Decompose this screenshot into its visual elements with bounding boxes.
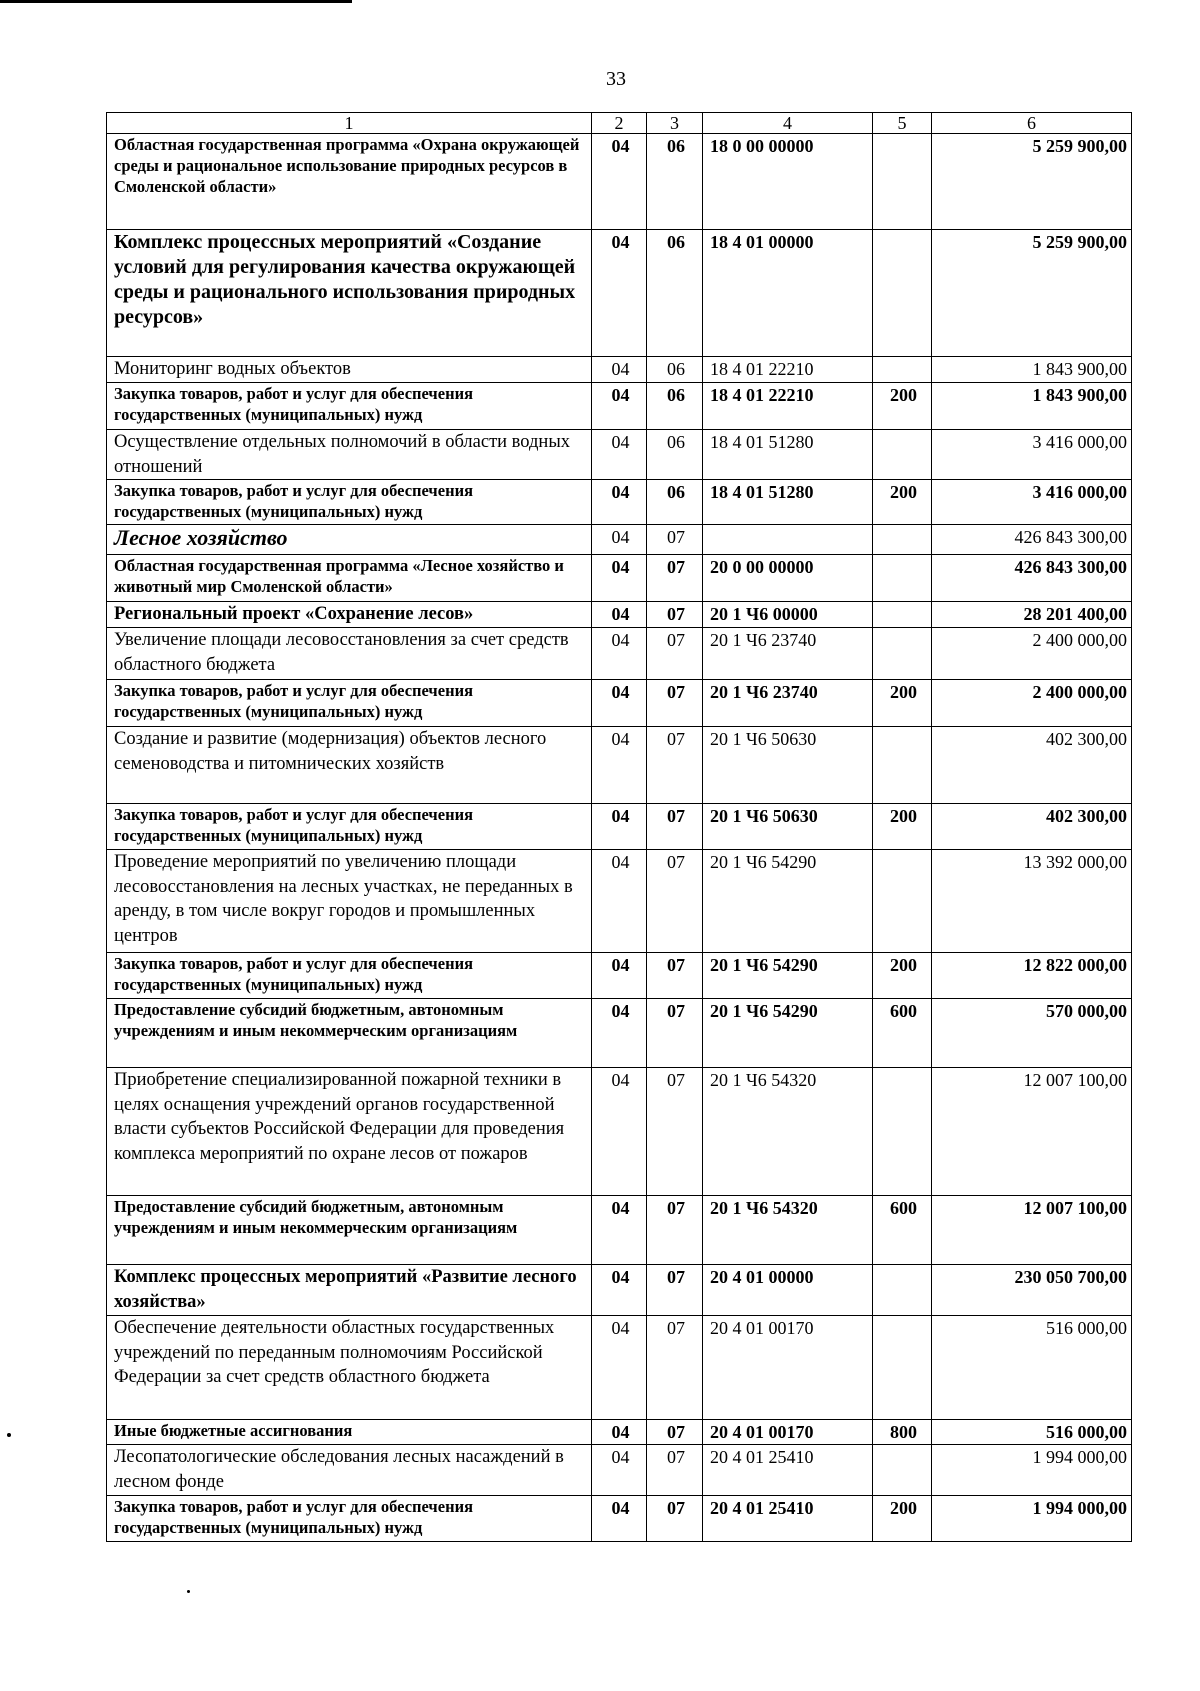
row-expense: 600 xyxy=(873,1196,932,1265)
row-expense xyxy=(873,430,932,480)
row-target: 20 1 Ч6 54290 xyxy=(703,953,873,999)
row-name: Закупка товаров, работ и услуг для обеспечения государственных (муниципальных) нужд xyxy=(107,804,592,850)
row-amount: 516 000,00 xyxy=(932,1420,1132,1445)
row-subsection: 07 xyxy=(647,727,703,804)
table-row xyxy=(107,357,1132,383)
row-amount: 402 300,00 xyxy=(932,727,1132,804)
row-expense xyxy=(873,230,932,357)
row-name: Комплекс процессных мероприятий «Создание условий для регулирования качества окружающей среды и рационального использования природных ресурсов» xyxy=(107,230,592,357)
row-name: Иные бюджетные ассигнования xyxy=(107,1420,592,1445)
table-row xyxy=(107,850,1132,953)
row-name: Увеличение площади лесовосстановления за счет средств областного бюджета xyxy=(107,628,592,680)
row-amount: 3 416 000,00 xyxy=(932,430,1132,480)
row-name: Лесопатологические обследования лесных насаждений в лесном фонде xyxy=(107,1445,592,1496)
budget-table xyxy=(106,112,1132,1542)
row-section: 04 xyxy=(592,357,647,383)
row-target: 20 1 Ч6 54290 xyxy=(703,850,873,953)
table-row xyxy=(107,430,1132,480)
page-number: 33 xyxy=(606,68,626,90)
row-section: 04 xyxy=(592,999,647,1068)
row-subsection: 07 xyxy=(647,628,703,680)
row-expense: 600 xyxy=(873,999,932,1068)
row-amount: 1 843 900,00 xyxy=(932,383,1132,430)
header-col-6: 6 xyxy=(932,113,1132,134)
row-expense xyxy=(873,628,932,680)
row-target: 18 0 00 00000 xyxy=(703,134,873,230)
table-row xyxy=(107,1265,1132,1316)
row-target: 18 4 01 00000 xyxy=(703,230,873,357)
row-subsection: 07 xyxy=(647,953,703,999)
table-row xyxy=(107,804,1132,850)
row-section: 04 xyxy=(592,134,647,230)
row-target: 18 4 01 22210 xyxy=(703,357,873,383)
row-expense xyxy=(873,525,932,555)
row-amount: 426 843 300,00 xyxy=(932,525,1132,555)
row-target: 20 1 Ч6 54320 xyxy=(703,1196,873,1265)
row-section: 04 xyxy=(592,953,647,999)
row-subsection: 06 xyxy=(647,357,703,383)
row-section: 04 xyxy=(592,230,647,357)
row-amount: 230 050 700,00 xyxy=(932,1265,1132,1316)
row-amount: 2 400 000,00 xyxy=(932,628,1132,680)
row-amount: 402 300,00 xyxy=(932,804,1132,850)
row-expense xyxy=(873,134,932,230)
row-section: 04 xyxy=(592,628,647,680)
row-subsection: 07 xyxy=(647,1316,703,1420)
top-rule xyxy=(0,0,352,3)
row-expense xyxy=(873,1445,932,1496)
row-section: 04 xyxy=(592,1196,647,1265)
row-section: 04 xyxy=(592,383,647,430)
row-name: Закупка товаров, работ и услуг для обеспечения государственных (муниципальных) нужд xyxy=(107,1496,592,1542)
row-amount: 5 259 900,00 xyxy=(932,230,1132,357)
row-expense xyxy=(873,1316,932,1420)
table-row xyxy=(107,1068,1132,1196)
row-name: Закупка товаров, работ и услуг для обеспечения государственных (муниципальных) нужд xyxy=(107,953,592,999)
table-row xyxy=(107,383,1132,430)
row-name: Закупка товаров, работ и услуг для обеспечения государственных (муниципальных) нужд xyxy=(107,383,592,430)
row-amount: 3 416 000,00 xyxy=(932,480,1132,525)
row-section: 04 xyxy=(592,850,647,953)
row-name: Областная государственная программа «Охрана окружающей среды и рациональное использование природных ресурсов в Смоленской области» xyxy=(107,134,592,230)
row-section: 04 xyxy=(592,804,647,850)
row-target: 20 4 01 00170 xyxy=(703,1420,873,1445)
row-amount: 570 000,00 xyxy=(932,999,1132,1068)
row-name: Создание и развитие (модернизация) объектов лесного семеноводства и питомнических хозяйств xyxy=(107,727,592,804)
row-section: 04 xyxy=(592,727,647,804)
row-subsection: 07 xyxy=(647,525,703,555)
row-section: 04 xyxy=(592,480,647,525)
table-row xyxy=(107,1420,1132,1445)
table-row xyxy=(107,134,1132,230)
row-section: 04 xyxy=(592,555,647,602)
row-subsection: 07 xyxy=(647,1196,703,1265)
row-amount: 1 994 000,00 xyxy=(932,1496,1132,1542)
row-target: 18 4 01 22210 xyxy=(703,383,873,430)
row-subsection: 07 xyxy=(647,850,703,953)
row-subsection: 06 xyxy=(647,383,703,430)
row-target: 20 1 Ч6 54290 xyxy=(703,999,873,1068)
row-name: Комплекс процессных мероприятий «Развитие лесного хозяйства» xyxy=(107,1265,592,1316)
header-row xyxy=(107,113,1132,134)
table-row xyxy=(107,628,1132,680)
row-expense xyxy=(873,850,932,953)
table-row xyxy=(107,1196,1132,1265)
row-amount: 426 843 300,00 xyxy=(932,555,1132,602)
table-row xyxy=(107,727,1132,804)
row-subsection: 07 xyxy=(647,1445,703,1496)
row-subsection: 07 xyxy=(647,1420,703,1445)
table-row xyxy=(107,1496,1132,1542)
row-subsection: 07 xyxy=(647,680,703,727)
table-row xyxy=(107,480,1132,525)
row-amount: 28 201 400,00 xyxy=(932,602,1132,628)
row-target: 20 1 Ч6 50630 xyxy=(703,727,873,804)
row-target: 20 1 Ч6 50630 xyxy=(703,804,873,850)
row-amount: 5 259 900,00 xyxy=(932,134,1132,230)
row-subsection: 07 xyxy=(647,1068,703,1196)
row-name: Закупка товаров, работ и услуг для обеспечения государственных (муниципальных) нужд xyxy=(107,480,592,525)
row-amount: 13 392 000,00 xyxy=(932,850,1132,953)
row-expense xyxy=(873,602,932,628)
header-col-3: 3 xyxy=(647,113,703,134)
row-expense: 200 xyxy=(873,480,932,525)
row-target: 20 4 01 25410 xyxy=(703,1445,873,1496)
row-subsection: 07 xyxy=(647,555,703,602)
table-row xyxy=(107,602,1132,628)
row-target: 20 0 00 00000 xyxy=(703,555,873,602)
row-name: Обеспечение деятельности областных государственных учреждений по переданным полномочиям Российской Федерации за счет средств областного бюджета xyxy=(107,1316,592,1420)
row-subsection: 06 xyxy=(647,230,703,357)
row-subsection: 07 xyxy=(647,1496,703,1542)
row-subsection: 06 xyxy=(647,480,703,525)
row-subsection: 06 xyxy=(647,430,703,480)
table-row xyxy=(107,999,1132,1068)
row-target: 20 1 Ч6 00000 xyxy=(703,602,873,628)
row-amount: 2 400 000,00 xyxy=(932,680,1132,727)
row-section: 04 xyxy=(592,1445,647,1496)
row-expense: 200 xyxy=(873,1496,932,1542)
row-target: 20 1 Ч6 23740 xyxy=(703,680,873,727)
row-target: 20 4 01 00170 xyxy=(703,1316,873,1420)
scan-speck xyxy=(7,1433,11,1437)
row-amount: 516 000,00 xyxy=(932,1316,1132,1420)
row-name: Проведение мероприятий по увеличению площади лесовосстановления на лесных участках, не переданных в аренду, в том числе вокруг городов и промышленных центров xyxy=(107,850,592,953)
row-expense: 200 xyxy=(873,383,932,430)
row-subsection: 07 xyxy=(647,602,703,628)
row-target: 18 4 01 51280 xyxy=(703,480,873,525)
row-expense: 200 xyxy=(873,953,932,999)
row-name: Областная государственная программа «Лесное хозяйство и животный мир Смоленской области» xyxy=(107,555,592,602)
row-subsection: 06 xyxy=(647,134,703,230)
row-amount: 12 822 000,00 xyxy=(932,953,1132,999)
row-section: 04 xyxy=(592,1420,647,1445)
row-expense: 800 xyxy=(873,1420,932,1445)
row-expense xyxy=(873,1068,932,1196)
row-name: Региональный проект «Сохранение лесов» xyxy=(107,602,592,628)
row-section: 04 xyxy=(592,602,647,628)
table-row xyxy=(107,555,1132,602)
row-amount: 1 994 000,00 xyxy=(932,1445,1132,1496)
row-name: Предоставление субсидий бюджетным, автономным учреждениям и иным некоммерческим организациям xyxy=(107,1196,592,1265)
row-expense: 200 xyxy=(873,804,932,850)
row-name: Приобретение специализированной пожарной техники в целях оснащения учреждений органов государственной власти субъектов Российской Федерации для проведения комплекса мероприятий по охране лесов от пожаров xyxy=(107,1068,592,1196)
row-section: 04 xyxy=(592,1496,647,1542)
row-amount: 12 007 100,00 xyxy=(932,1196,1132,1265)
row-target: 20 1 Ч6 23740 xyxy=(703,628,873,680)
row-expense xyxy=(873,727,932,804)
row-name: Осуществление отдельных полномочий в области водных отношений xyxy=(107,430,592,480)
row-name: Закупка товаров, работ и услуг для обеспечения государственных (муниципальных) нужд xyxy=(107,680,592,727)
row-name: Мониторинг водных объектов xyxy=(107,357,592,383)
table-row xyxy=(107,680,1132,727)
row-target xyxy=(703,525,873,555)
row-section: 04 xyxy=(592,1316,647,1420)
row-expense xyxy=(873,1265,932,1316)
row-subsection: 07 xyxy=(647,804,703,850)
row-expense: 200 xyxy=(873,680,932,727)
row-subsection: 07 xyxy=(647,1265,703,1316)
row-section: 04 xyxy=(592,680,647,727)
row-expense xyxy=(873,555,932,602)
row-amount: 12 007 100,00 xyxy=(932,1068,1132,1196)
row-expense xyxy=(873,357,932,383)
row-section: 04 xyxy=(592,430,647,480)
table-row xyxy=(107,1316,1132,1420)
row-section: 04 xyxy=(592,1068,647,1196)
header-col-4: 4 xyxy=(703,113,873,134)
table-row xyxy=(107,230,1132,357)
table-row xyxy=(107,1445,1132,1496)
row-target: 20 4 01 25410 xyxy=(703,1496,873,1542)
row-section: 04 xyxy=(592,1265,647,1316)
scan-speck xyxy=(187,1590,190,1593)
header-col-5: 5 xyxy=(873,113,932,134)
table-row xyxy=(107,525,1132,555)
row-target: 20 4 01 00000 xyxy=(703,1265,873,1316)
row-subsection: 07 xyxy=(647,999,703,1068)
header-col-1: 1 xyxy=(107,113,592,134)
table-row xyxy=(107,953,1132,999)
row-name: Предоставление субсидий бюджетным, автономным учреждениям и иным некоммерческим организациям xyxy=(107,999,592,1068)
row-name: Лесное хозяйство xyxy=(107,525,592,555)
row-section: 04 xyxy=(592,525,647,555)
row-amount: 1 843 900,00 xyxy=(932,357,1132,383)
row-target: 20 1 Ч6 54320 xyxy=(703,1068,873,1196)
header-col-2: 2 xyxy=(592,113,647,134)
row-target: 18 4 01 51280 xyxy=(703,430,873,480)
